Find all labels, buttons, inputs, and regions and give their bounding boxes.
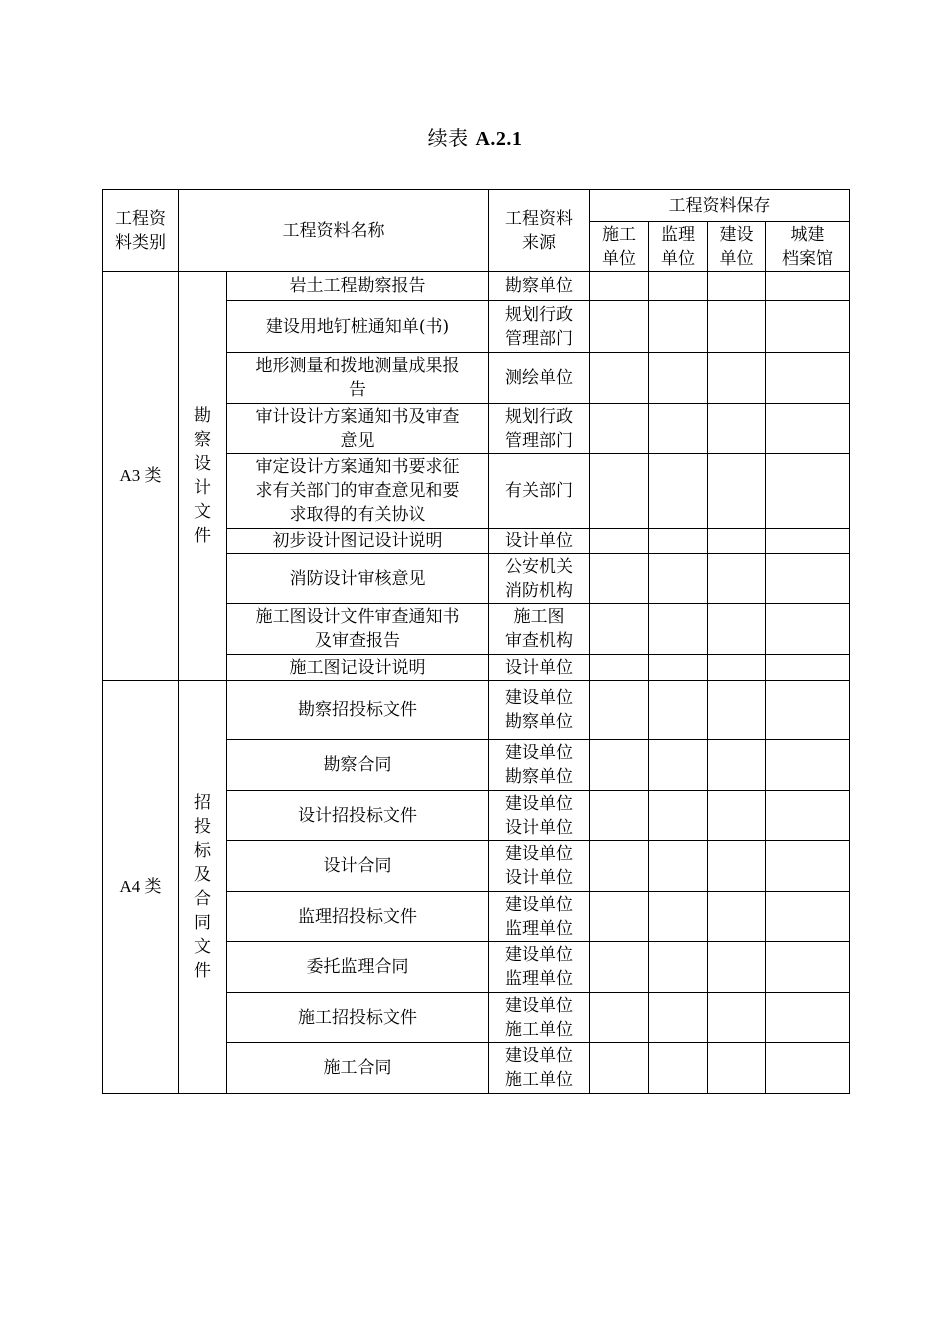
source-line: 测绘单位 — [505, 368, 573, 388]
header-storage-supervision: 监理 单位 — [649, 222, 708, 272]
storage-cell — [649, 993, 708, 1043]
source-cell — [489, 353, 590, 404]
source-line: 公安机关 — [505, 556, 573, 577]
document-name-line: 意见 — [340, 430, 375, 451]
source-cell — [489, 554, 590, 604]
source-line: 建设单位 — [505, 945, 573, 965]
header-storage-construction: 施工 单位 — [590, 222, 649, 272]
header-storage-archive: 城建 档案馆 — [766, 222, 850, 272]
storage-cell — [590, 993, 649, 1043]
storage-cell — [590, 301, 649, 353]
source-line: 消防机构 — [505, 580, 573, 601]
source-cell — [489, 993, 590, 1043]
storage-cell — [590, 681, 649, 740]
source-line: 设计单位 — [505, 817, 573, 838]
title-prefix: 续表 — [427, 126, 469, 150]
document-name-line: 审计设计方案通知书及审查 — [255, 406, 460, 427]
source-line: 勘察单位 — [505, 767, 573, 787]
subgroup-char: 设 — [194, 454, 211, 474]
header-row-1 — [103, 190, 850, 222]
document-name-line: 地形测量和拨地测量成果报 — [255, 356, 460, 376]
storage-cell — [708, 554, 766, 604]
document-name-line: 求取得的有关协议 — [289, 505, 426, 525]
document-name-line: 设计合同 — [323, 856, 392, 876]
document-name-line: 勘察招投标文件 — [298, 700, 417, 720]
document-name-cell — [227, 892, 489, 942]
source-line: 施工单位 — [505, 1019, 573, 1040]
header-category: 工程资 料类别 — [103, 190, 179, 272]
source-line: 规划行政 — [505, 304, 573, 325]
storage-cell — [649, 301, 708, 353]
table-row — [103, 272, 850, 301]
header-name: 工程资料名称 — [179, 190, 489, 272]
storage-cell — [649, 353, 708, 404]
storage-cell — [708, 272, 766, 301]
document-name-line: 告 — [349, 380, 366, 400]
storage-cell — [766, 1043, 850, 1094]
document-name-cell — [227, 554, 489, 604]
document-name-cell — [227, 529, 489, 554]
storage-cell — [649, 841, 708, 892]
title-code: A.2.1 — [475, 128, 523, 150]
storage-cell — [649, 604, 708, 655]
document-name-line: 施工招投标文件 — [298, 1007, 417, 1028]
document-name-cell — [227, 740, 489, 791]
source-line: 管理部门 — [505, 328, 573, 349]
source-line: 勘察单位 — [505, 712, 573, 732]
storage-cell — [590, 604, 649, 655]
document-name-cell — [227, 655, 489, 681]
source-line: 施工单位 — [505, 1070, 573, 1090]
storage-cell — [766, 301, 850, 353]
document-name-line: 监理招投标文件 — [298, 906, 417, 927]
table-title — [0, 122, 950, 151]
document-name-cell — [227, 353, 489, 404]
storage-cell — [590, 841, 649, 892]
storage-cell — [649, 740, 708, 791]
storage-cell — [766, 529, 850, 554]
source-line: 设计单位 — [505, 531, 573, 551]
storage-cell — [708, 841, 766, 892]
source-line: 监理单位 — [505, 969, 573, 989]
header-storage-owner: 建设 单位 — [708, 222, 766, 272]
storage-cell — [649, 681, 708, 740]
document-name-cell — [227, 272, 489, 301]
storage-cell — [590, 404, 649, 454]
storage-cell — [708, 404, 766, 454]
document-name-cell — [227, 454, 489, 529]
archive-table — [102, 189, 850, 1094]
storage-cell — [766, 942, 850, 993]
document-name-cell — [227, 604, 489, 655]
source-line: 建设单位 — [505, 894, 573, 915]
document-name-line: 审定设计方案通知书要求征 — [255, 457, 460, 477]
storage-cell — [708, 681, 766, 740]
storage-cell — [708, 993, 766, 1043]
subgroup-cell — [179, 272, 227, 681]
source-line: 建设单位 — [505, 995, 573, 1016]
storage-cell — [649, 454, 708, 529]
subgroup-char: 件 — [194, 526, 211, 546]
document-name-cell — [227, 841, 489, 892]
storage-cell — [766, 740, 850, 791]
document-name-line: 求有关部门的审查意见和要 — [255, 481, 460, 501]
storage-cell — [590, 529, 649, 554]
source-line: 建设单位 — [505, 1046, 573, 1066]
document-name-cell — [227, 1043, 489, 1094]
storage-cell — [708, 1043, 766, 1094]
source-line: 勘察单位 — [505, 276, 573, 296]
storage-cell — [766, 993, 850, 1043]
storage-cell — [766, 404, 850, 454]
storage-cell — [708, 791, 766, 841]
subgroup-char: 标 — [194, 841, 211, 861]
category-cell: A3 类 — [103, 272, 179, 681]
storage-cell — [590, 655, 649, 681]
storage-cell — [590, 1043, 649, 1094]
source-line: 施工图 — [513, 607, 565, 627]
document-name-line: 施工图记设计说明 — [289, 657, 426, 678]
storage-cell — [708, 454, 766, 529]
storage-cell — [766, 604, 850, 655]
source-line: 审查机构 — [505, 631, 573, 651]
storage-cell — [766, 272, 850, 301]
storage-cell — [649, 554, 708, 604]
storage-cell — [590, 554, 649, 604]
source-cell — [489, 791, 590, 841]
storage-cell — [708, 892, 766, 942]
document-name-line: 设计招投标文件 — [298, 805, 417, 826]
storage-cell — [590, 353, 649, 404]
header-storage: 工程资料保存 — [590, 190, 850, 222]
storage-cell — [708, 740, 766, 791]
subgroup-char: 计 — [194, 478, 211, 498]
storage-cell — [649, 791, 708, 841]
source-line: 建设单位 — [505, 743, 573, 763]
document-name-line: 岩土工程勘察报告 — [289, 276, 426, 296]
storage-cell — [649, 1043, 708, 1094]
document-name-cell — [227, 404, 489, 454]
subgroup-cell — [179, 681, 227, 1094]
document-name-cell — [227, 791, 489, 841]
document-name-line: 及审查报告 — [315, 631, 400, 651]
source-cell — [489, 740, 590, 791]
storage-cell — [590, 272, 649, 301]
subgroup-char: 勘 — [194, 406, 211, 426]
source-line: 管理部门 — [505, 430, 573, 451]
storage-cell — [649, 272, 708, 301]
storage-cell — [590, 454, 649, 529]
document-name-line: 委托监理合同 — [306, 957, 409, 977]
storage-cell — [766, 454, 850, 529]
source-line: 设计单位 — [505, 657, 573, 678]
document-name-line: 施工图设计文件审查通知书 — [255, 607, 460, 627]
subgroup-char: 合 — [194, 889, 211, 909]
document-name-cell — [227, 993, 489, 1043]
storage-cell — [590, 942, 649, 993]
storage-cell — [708, 604, 766, 655]
storage-cell — [590, 791, 649, 841]
source-line: 监理单位 — [505, 918, 573, 939]
source-line: 设计单位 — [505, 868, 573, 888]
storage-cell — [766, 681, 850, 740]
storage-cell — [766, 841, 850, 892]
source-cell — [489, 681, 590, 740]
category-cell: A4 类 — [103, 681, 179, 1094]
storage-cell — [708, 353, 766, 404]
source-cell — [489, 942, 590, 993]
storage-cell — [766, 892, 850, 942]
storage-cell — [649, 892, 708, 942]
storage-cell — [649, 529, 708, 554]
source-cell — [489, 655, 590, 681]
source-cell — [489, 892, 590, 942]
storage-cell — [766, 554, 850, 604]
document-name-cell — [227, 942, 489, 993]
subgroup-char: 文 — [194, 937, 211, 957]
storage-cell — [766, 353, 850, 404]
source-cell — [489, 454, 590, 529]
source-cell — [489, 272, 590, 301]
document-name-line: 消防设计审核意见 — [289, 568, 426, 589]
document-name-line: 施工合同 — [323, 1058, 392, 1078]
storage-cell — [708, 529, 766, 554]
subgroup-char: 件 — [194, 961, 211, 981]
storage-cell — [708, 301, 766, 353]
subgroup-char: 投 — [194, 817, 211, 837]
storage-cell — [649, 404, 708, 454]
storage-cell — [590, 892, 649, 942]
document-name-line: 建设用地钉桩通知单(书) — [265, 316, 450, 337]
table-row — [103, 681, 850, 740]
source-cell — [489, 404, 590, 454]
storage-cell — [708, 942, 766, 993]
subgroup-char: 察 — [194, 430, 211, 450]
document-name-cell — [227, 301, 489, 353]
document-name-line: 初步设计图记设计说明 — [272, 531, 443, 551]
header-source: 工程资料 来源 — [489, 190, 590, 272]
source-cell — [489, 301, 590, 353]
subgroup-char: 文 — [194, 502, 211, 522]
subgroup-char: 招 — [194, 793, 211, 813]
document-name-line: 勘察合同 — [323, 755, 392, 775]
subgroup-char: 及 — [194, 865, 211, 885]
storage-cell — [766, 791, 850, 841]
source-cell — [489, 841, 590, 892]
source-cell — [489, 529, 590, 554]
source-line: 规划行政 — [505, 406, 573, 427]
source-line: 有关部门 — [505, 481, 573, 501]
source-line: 建设单位 — [505, 793, 573, 814]
source-cell — [489, 604, 590, 655]
document-name-cell — [227, 681, 489, 740]
source-line: 建设单位 — [505, 688, 573, 708]
storage-cell — [649, 655, 708, 681]
source-line: 建设单位 — [505, 844, 573, 864]
subgroup-char: 同 — [194, 913, 211, 933]
storage-cell — [766, 655, 850, 681]
source-cell — [489, 1043, 590, 1094]
storage-cell — [590, 740, 649, 791]
storage-cell — [649, 942, 708, 993]
storage-cell — [708, 655, 766, 681]
